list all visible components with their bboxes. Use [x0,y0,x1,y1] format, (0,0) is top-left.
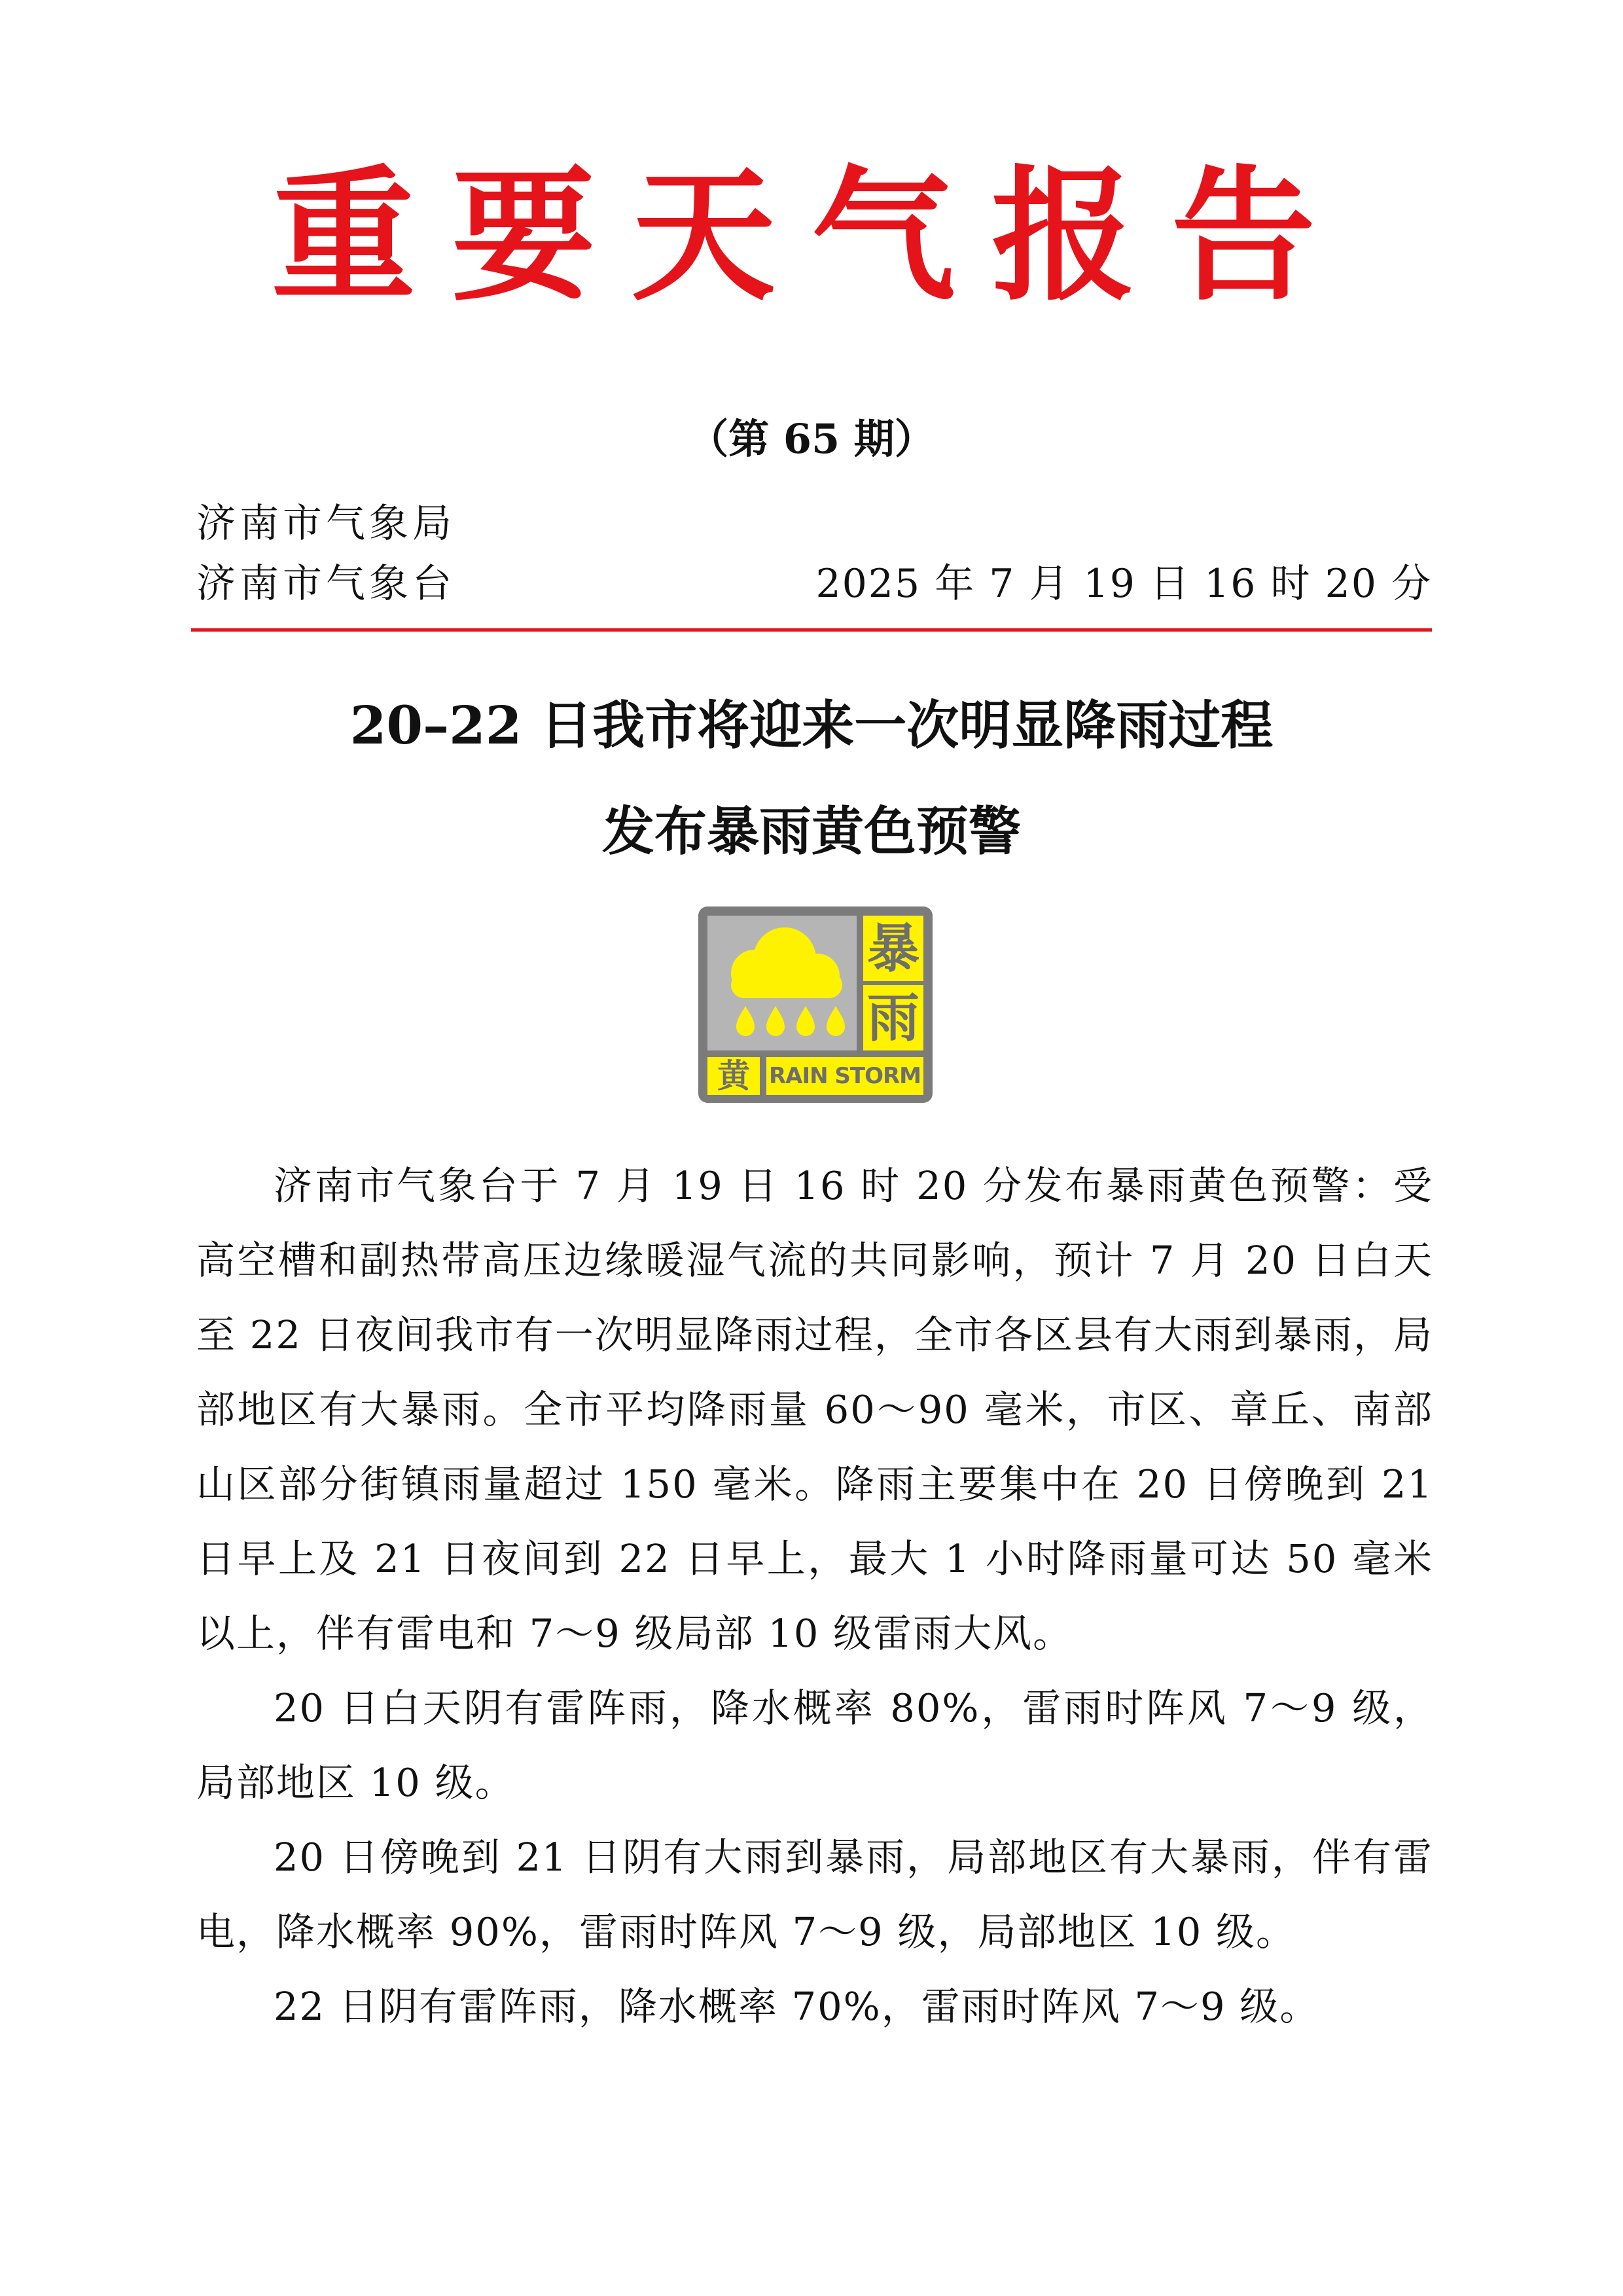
report-body [196,1149,1433,2044]
signal-english-label: RAIN STORM [766,1057,923,1095]
body-paragraph: 20 日傍晚到 21 日阴有大雨到暴雨，局部地区有大暴雨，伴有雷电，降水概率 90%，雷雨时阵风 7～9 级，局部地区 10 级。 [196,1835,1433,1954]
headline-line-1: 20–22 日我市将迎来一次明显降雨过程 [349,694,1274,756]
rain-cloud-icon [707,916,857,1050]
signal-char-yu: 雨 [863,985,923,1050]
header-divider [191,628,1432,632]
headline-line-2: 发布暴雨黄色预警 [602,800,1021,862]
report-masthead: 重要天气报告 [271,151,1351,320]
rainstorm-yellow-signal-icon [698,906,933,1103]
body-paragraph: 济南市气象台于 7 月 19 日 16 时 20 分发布暴雨黄色预警：受高空槽和副热带高压边缘暖湿气流的共同影响，预计 7 月 20 日白天至 22 日夜间我市有一次明显降雨过程，全市各区县有大雨到暴雨，局部地区有大暴雨。全市平均降雨量 60～90 毫米，市区、章丘、南部山区部分街镇雨量超过 150 毫米。降雨主要集中在 20 日傍晚到 21 日早上及 21 日夜间到 22 日早上，最大 1 小时降雨量可达 50 毫米以上，伴有雷电和 7～9 级局部 10 级雷雨大风。 [196,1163,1433,1656]
issue-datetime: 2025 年 7 月 19 日 16 时 20 分 [815,561,1432,607]
issue-number: （第 65 期） [688,415,935,463]
body-paragraph: 22 日阴有雷阵雨，降水概率 70%，雷雨时阵风 7～9 级。 [274,1984,1320,2029]
body-paragraph: 20 日白天阴有雷阵雨，降水概率 80%，雷雨时阵风 7～9 级，局部地区 10 级。 [196,1685,1433,1805]
issuer-observatory: 济南市气象台 [196,561,455,607]
signal-char-bao: 暴 [863,916,923,981]
issuer-bureau: 济南市气象局 [196,501,455,547]
signal-level-label: 黄 [707,1057,760,1095]
